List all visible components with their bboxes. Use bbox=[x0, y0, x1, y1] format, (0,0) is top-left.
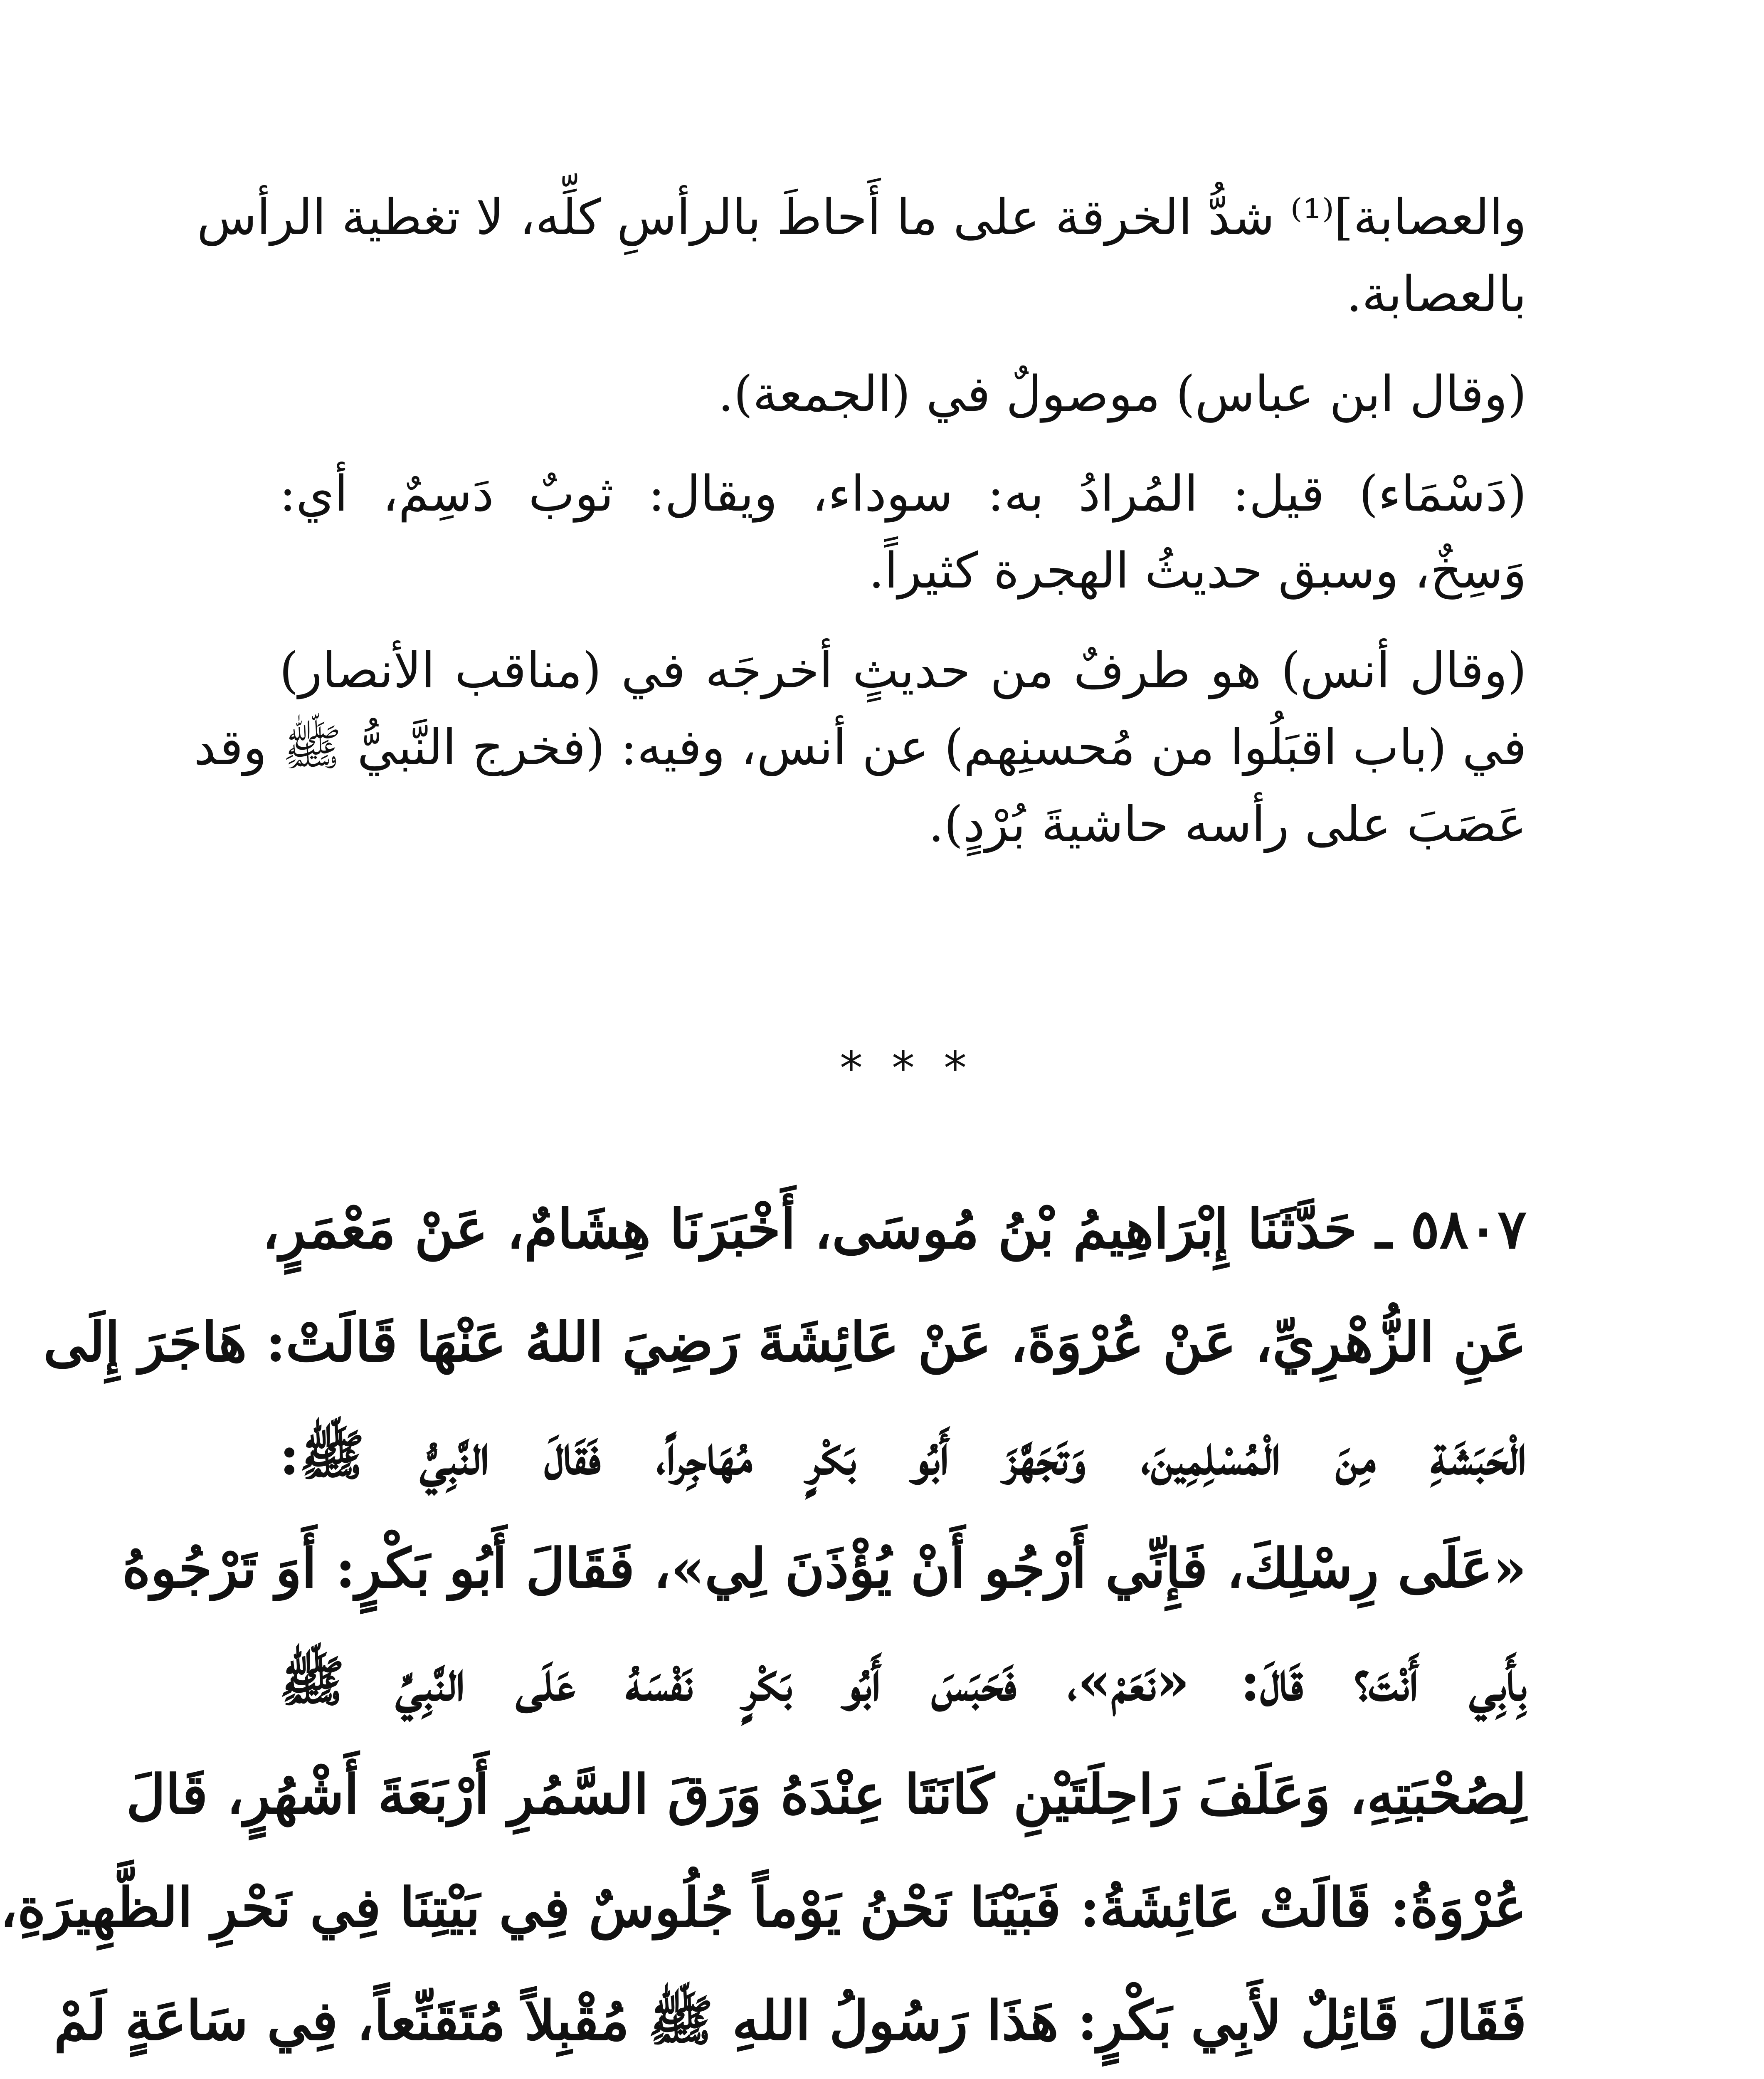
hadith-line: ٥٨٠٧ ـ حَدَّثَنَا إِبْرَاهِيمُ بْنُ مُوسَى، أَخْبَرَنَا هِشَامٌ، عَنْ مَعْمَرٍ، bbox=[262, 1197, 1527, 1261]
hadith-text bbox=[0, 1173, 1527, 2077]
commentary-line: والعصابة]⁽¹⁾ شدُّ الخرقة على ما أَحاطَ بالرأسِ كلِّه، لا تغطية الرأس bbox=[197, 188, 1527, 246]
hadith-line: عَنِ الزُّهْرِيِّ، عَنْ عُرْوَةَ، عَنْ عَائِشَةَ رَضِيَ اللهُ عَنْهَا قَالَتْ: هَاجَرَ إِلَى bbox=[43, 1310, 1527, 1374]
section-separator: *** bbox=[840, 1042, 996, 1095]
commentary-line: وَسِخٌ، وسبق حديثُ الهجرة كثيراً. bbox=[868, 542, 1527, 599]
hadith-line: الْحَبَشَةِ مِنَ الْمُسْلِمِينَ، وَتَجَهَّزَ أَبُو بَكْرٍ مُهَاجِراً، فَقَالَ النَّبِيُّ ﷺ: bbox=[279, 1423, 1527, 1487]
commentary-line: عَصَبَ على رأسه حاشيةَ بُرْدٍ). bbox=[928, 795, 1527, 853]
commentary-line: بالعصابة. bbox=[1346, 265, 1527, 323]
commentary-paragraph-3 bbox=[279, 455, 1527, 609]
hadith-line: لِصُحْبَتِهِ، وَعَلَفَ رَاحِلَتَيْنِ كَانَتَا عِنْدَهُ وَرَقَ السَّمُرِ أَرْبَعَةَ أَشْهُرٍ، قَالَ bbox=[126, 1763, 1527, 1826]
commentary-paragraph-4 bbox=[194, 632, 1527, 863]
commentary-paragraph-1 bbox=[197, 179, 1527, 333]
commentary-section bbox=[194, 179, 1527, 886]
commentary-line: (دَسْمَاء) قيل: المُرادُ به: سوداء، ويقال: ثوبٌ دَسِمٌ، أي: bbox=[279, 465, 1527, 522]
commentary-paragraph-2 bbox=[279, 356, 1527, 432]
hadith-line: عُرْوَةُ: قَالَتْ عَائِشَةُ: فَبَيْنَا نَحْنُ يَوْماً جُلُوسٌ فِي بَيْتِنَا فِي نَحْرِ الظَّهِيرَةِ، bbox=[0, 1876, 1527, 1939]
commentary-line: (وقال أنس) هو طرفٌ من حديثٍ أخرجَه في (مناقب الأنصار) bbox=[279, 642, 1527, 699]
commentary-line: (وقال ابن عباس) موصولٌ في (الجمعة). bbox=[718, 365, 1527, 422]
hadith-line: بِأَبِي أَنْتَ؟ قَالَ: «نَعَمْ»، فَحَبَسَ أَبُو بَكْرٍ نَفْسَهُ عَلَى النَّبِيِّ ﷺ bbox=[279, 1649, 1527, 1713]
commentary-line: في (باب اقبَلُوا من مُحسنِهم) عن أنس، وفيه: (فخرج النَّبيُّ ﷺ وقد bbox=[194, 719, 1527, 776]
hadith-line: فَقَالَ قَائِلٌ لأَبِي بَكْرٍ: هَذَا رَسُولُ اللهِ ﷺ مُقْبِلاً مُتَقَنِّعاً، فِي سَاعَةٍ لَمْ bbox=[54, 1989, 1527, 2052]
hadith-line: «عَلَى رِسْلِكَ، فَإِنِّي أَرْجُو أَنْ يُؤْذَنَ لِي»، فَقَالَ أَبُو بَكْرٍ: أَوَ تَرْجُوهُ bbox=[122, 1536, 1527, 1600]
